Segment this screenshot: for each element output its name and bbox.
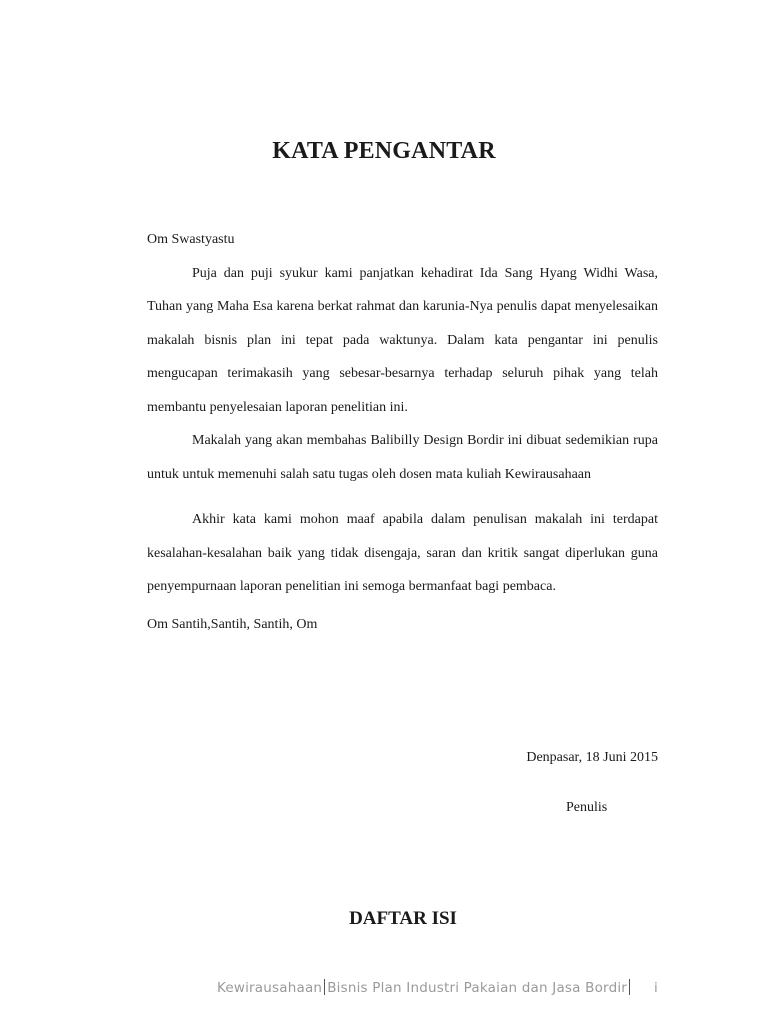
paragraph-1: Puja dan puji syukur kami panjatkan kehadirat Ida Sang Hyang Widhi Wasa, Tuhan yang Maha Esa karena berkat rahmat dan karunia-Nya penulis dapat menyelesaikan makalah bisnis plan ini tepat pada waktunya. Dalam kata pengantar ini penulis mengucapan terimakasih yang sebesar-besarnya terhadap seluruh pihak yang telah membantu penyelesaian laporan penelitian ini. <box>147 265 658 415</box>
footer-separator <box>324 979 325 995</box>
page-footer <box>217 978 658 998</box>
page-title: KATA PENGANTAR <box>272 138 496 164</box>
footer-separator <box>629 979 630 995</box>
footer-course: Kewirausahaan <box>216 980 323 996</box>
closing-text: Om Santih,Santih, Santih, Om <box>147 616 318 632</box>
place-date: Denpasar, 18 Juni 2015 <box>526 750 658 765</box>
paragraph-2: Makalah yang akan membahas Balibilly Design Bordir ini dibuat sedemikian rupa untuk untuk memenuhi salah satu tugas oleh dosen mata kuliah Kewirausahaan <box>147 433 658 482</box>
footer-subject: Bisnis Plan Industri Pakaian dan Jasa Bordir <box>327 980 628 996</box>
document-body <box>147 223 658 641</box>
next-section-title: DAFTAR ISI <box>349 908 457 929</box>
signature-label: Penulis <box>566 800 608 815</box>
greeting-text: Om Swastyastu <box>147 232 235 247</box>
paragraph-3: Akhir kata kami mohon maaf apabila dalam penulisan makalah ini terdapat kesalahan-kesalahan baik yang tidak disengaja, saran dan kritik sangat diperlukan guna penyempurnaan laporan penelitian ini semoga bermanfaat bagi pembaca. <box>147 512 658 594</box>
footer-page-number: i <box>654 980 658 996</box>
